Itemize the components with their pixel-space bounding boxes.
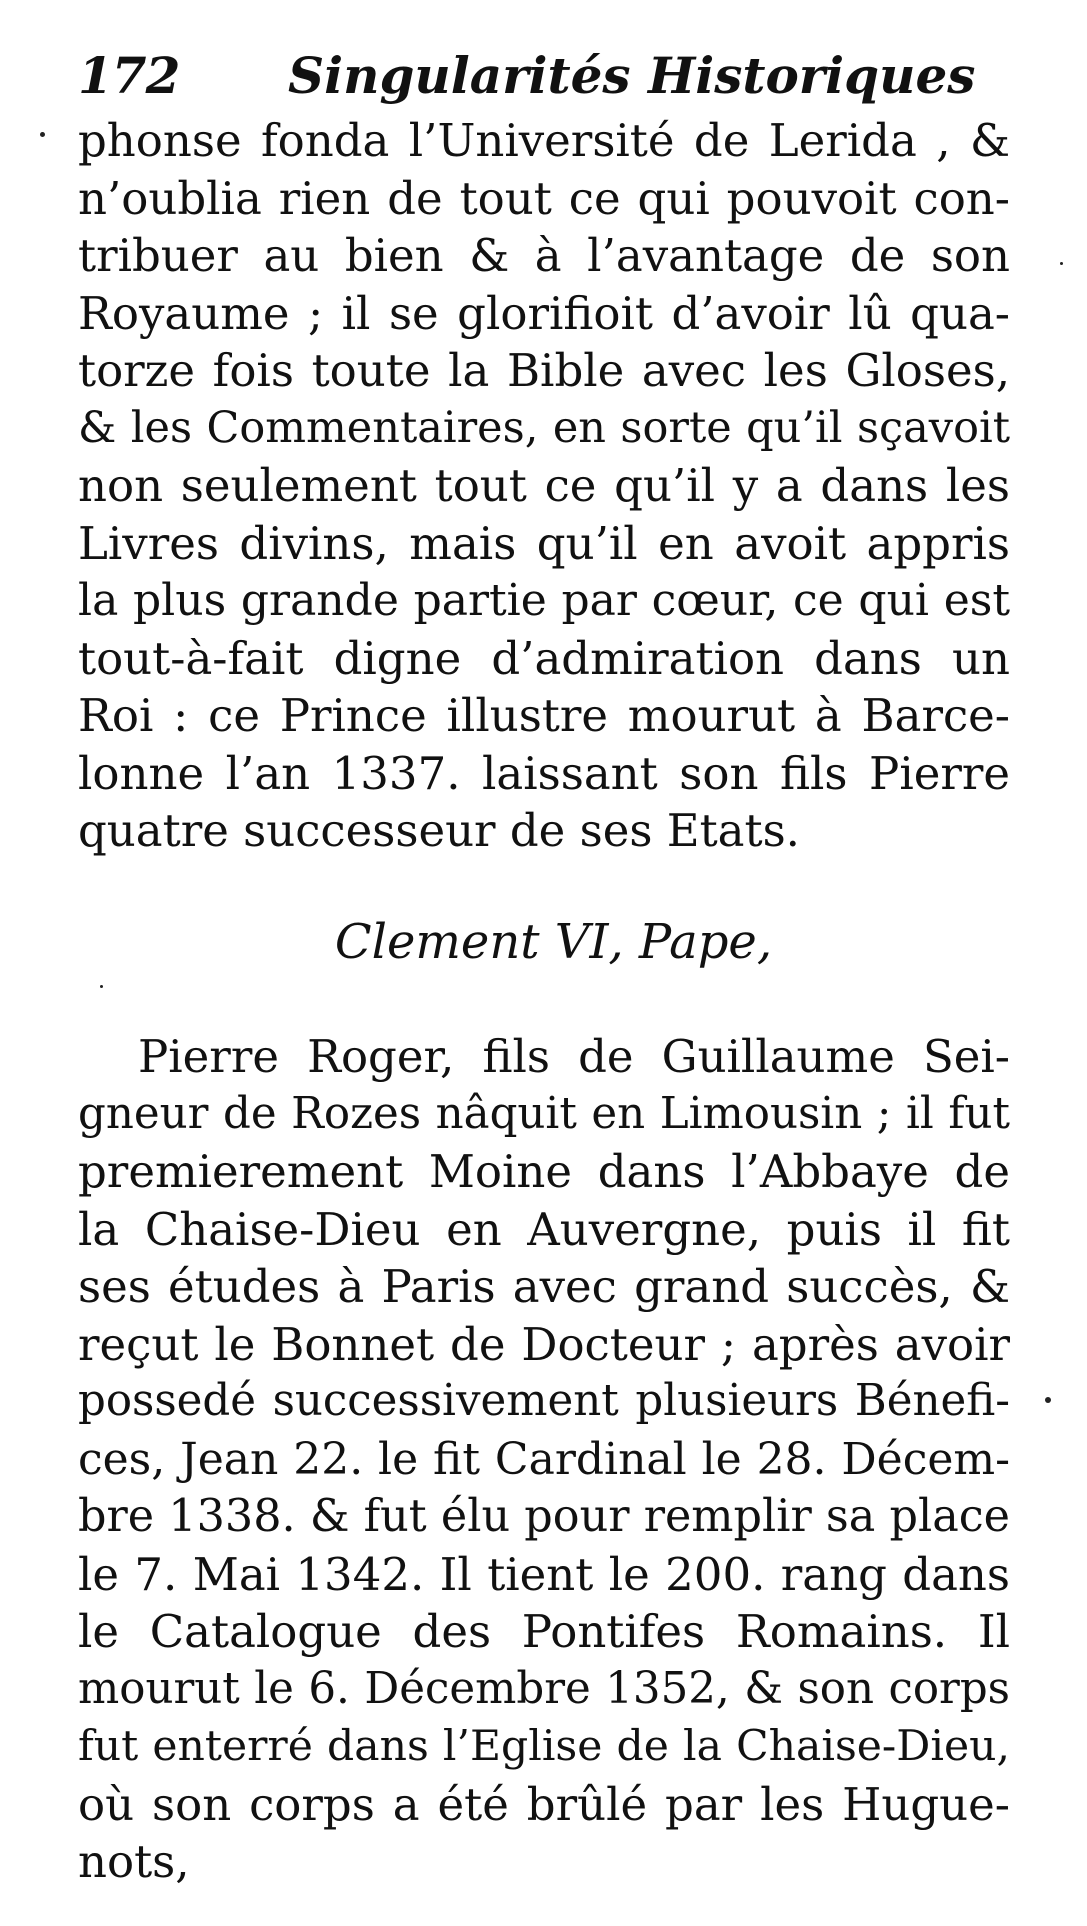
text-line: mourut le 6. Décembre 1352, & son corps [78,1663,1010,1714]
text-line: le Catalogue des Pontifes Romains. Il [78,1605,1010,1658]
text-line: Roi : ce Prince illustre mourut à Barce- [78,689,1010,742]
text-line: phonse fonda l’Université de Lerida , & [78,114,1010,167]
text-line: quatre successeur de ses Etats. [78,804,800,857]
text-line: reçut le Bonnet de Docteur ; après avoir [78,1317,1010,1371]
ink-speck [1045,1397,1051,1403]
text-line: où son corps a été brûlé par les Hugue- [78,1777,1010,1831]
section-heading: Clement VI, Pape, [334,914,773,970]
text-line: Royaume ; il se glorifioit d’avoir lû qua- [78,286,1010,340]
ink-speck [40,132,45,137]
running-title: Singularités Historiques [288,46,976,105]
text-line: torze fois toute la Bible avec les Gloses, [78,344,1010,397]
text-line: premierement Moine dans l’Abbaye de [78,1145,1010,1198]
paragraph-2 [78,1028,1010,1891]
text-line: possedé successivement plusieurs Bénefi- [78,1376,1010,1426]
text-line: le 7. Mai 1342. Il tient le 200. rang dans [78,1547,1010,1601]
page-number: 172 [78,46,180,105]
text-line: lonne l’an 1337. laissant son fils Pierre [78,746,1010,800]
text-line: ses études à Paris avec grand succès, & [78,1260,1010,1313]
text-line: gneur de Rozes nâquit en Limousin ; il fut [78,1088,1010,1139]
text-line: tribuer au bien & à l’avantage de son [78,229,1010,282]
text-line: & les Commentaires, en sorte qu’il sçavoit [78,402,1010,453]
text-line: nots, [78,1835,190,1888]
text-line: non seulement tout ce qu’il y a dans les [78,459,1010,512]
text-line: n’oublia rien de tout ce qui pouvoit con- [78,171,1010,225]
ink-speck [100,985,103,988]
page-header [78,40,1018,110]
text-line: ces, Jean 22. le fit Cardinal le 28. Décem- [78,1433,1010,1485]
text-line: la plus grande partie par cœur, ce qui est [78,575,1010,626]
text-line: fut enterré dans l’Eglise de la Chaise-Dieu, [78,1722,1010,1771]
text-line: bre 1338. & fut élu pour remplir sa place [78,1491,1010,1542]
text-line: tout-à-fait digne d’admiration dans un [78,631,1010,685]
text-line: Livres divins, mais qu’il en avoit appris [78,516,1010,570]
text-line: Pierre Roger, fils de Guillaume Sei- [138,1030,1010,1083]
ink-speck [1060,262,1063,265]
text-line: la Chaise-Dieu en Auvergne, puis il fit [78,1202,1010,1256]
paragraph-1 [78,112,1010,860]
